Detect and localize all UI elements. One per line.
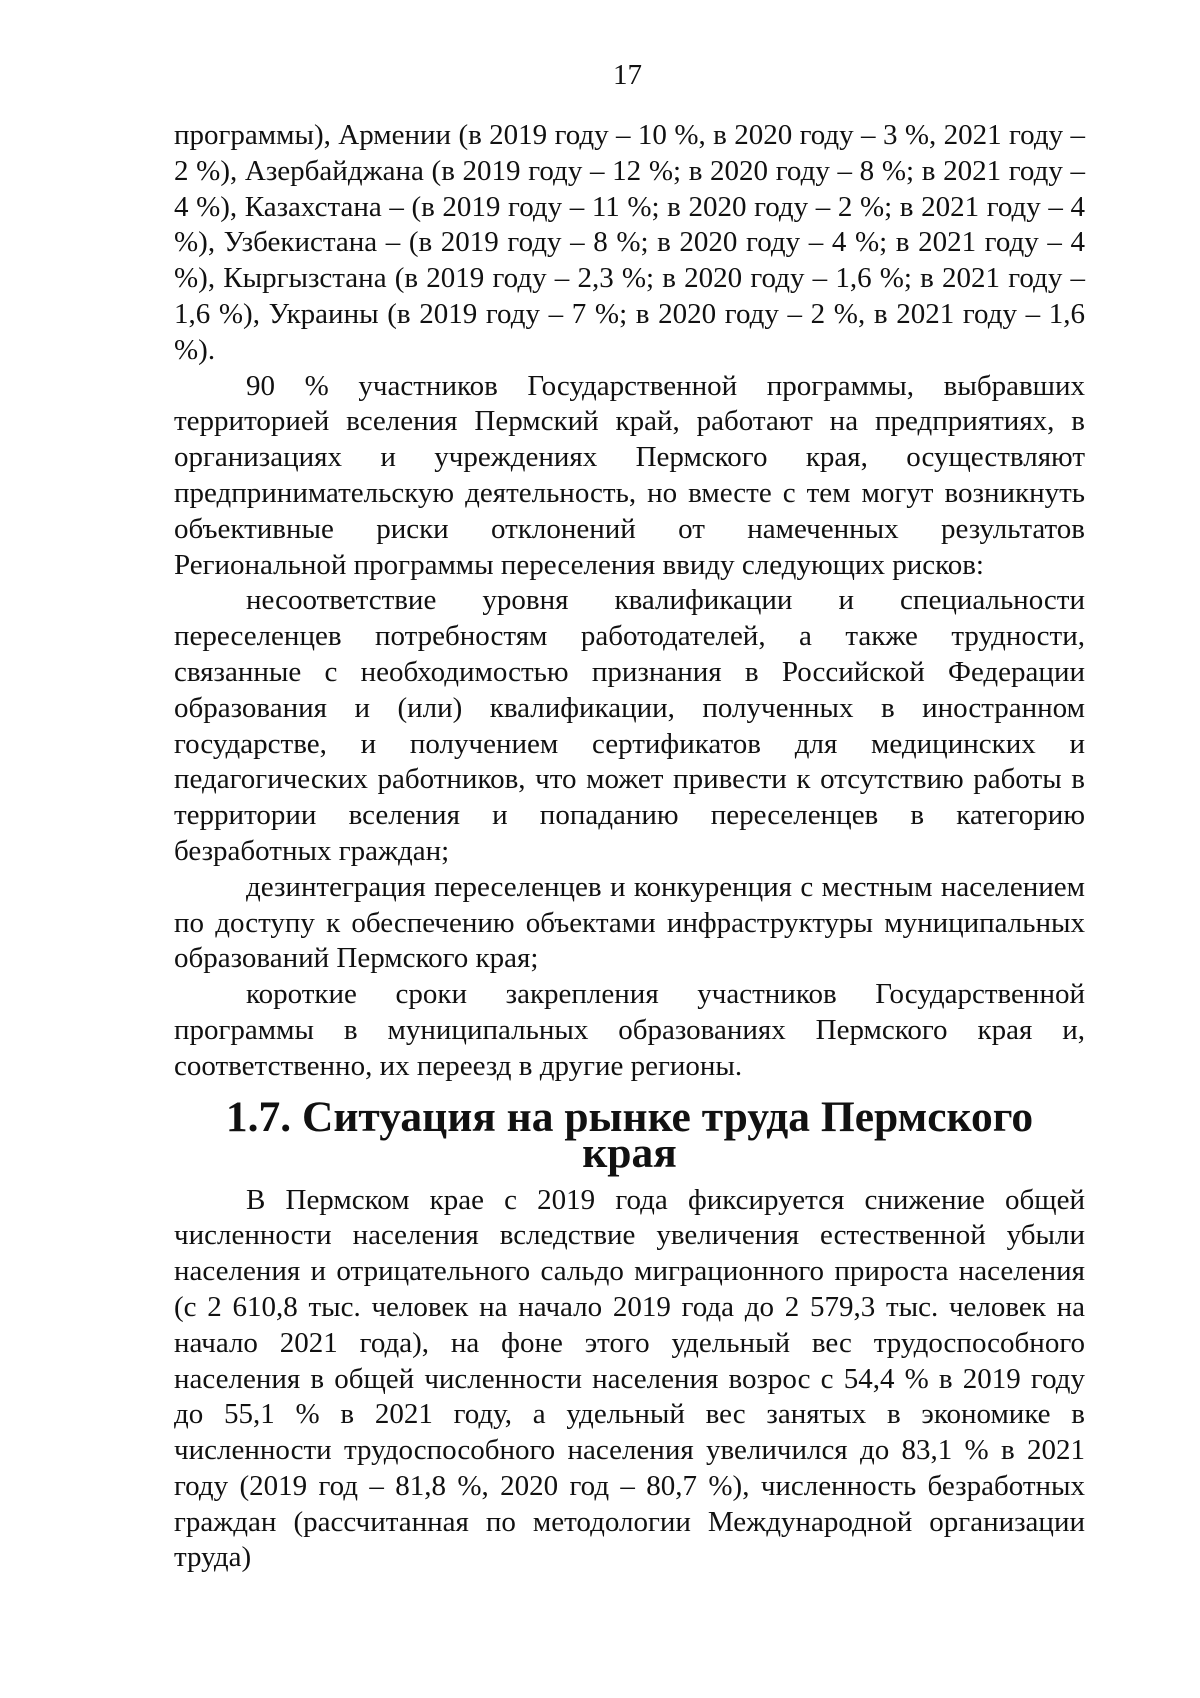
section-paragraph: В Пермском крае с 2019 года фиксируется снижение общей численности населения вследствие увеличения естественной убыли населения и отрицательного сальдо миграционного прироста населения (с 2 610,8 тыс. человек на начало 2019 года до 2 579,3 тыс. человек на начало 2021 года), на фоне этого удельный вес трудоспособного населения в общей численности населения возрос с 54,4 % в 2019 году до 55,1 % в 2021 году, а удельный вес занятых в экономике в численности трудоспособного населения увеличился до 83,1 % в 2021 году (2019 год – 81,8 %, 2020 год – 80,7 %), численность безработных граждан (рассчитанная по методологии Международной организации труда): [174, 1183, 1085, 1574]
document-body: [174, 118, 1085, 1576]
paragraph-participants: 90 % участников Государственной программы, выбравших территорией вселения Пермский край, работают на предприятиях, в организациях и учреждениях Пермского края, осуществляют предпринимательскую деятельность, но вместе с тем могут возникнуть объективные риски отклонений от намеченных результатов Региональной программы переселения ввиду следующих рисков:: [174, 369, 1085, 581]
section-heading: 1.7. Ситуация на рынке труда Пермского края: [225, 1092, 1034, 1177]
risk-item-short-terms: короткие сроки закрепления участников Государственной программы в муниципальных образованиях Пермского края и, соответственно, их переезд в другие регионы.: [174, 978, 1085, 1082]
risk-item-disintegration: дезинтеграция переселенцев и конкуренция с местным населением по доступу к обеспечению объектами инфраструктуры муниципальных образований Пермского края;: [174, 870, 1085, 975]
risk-item-qualification: несоответствие уровня квалификации и специальности переселенцев потребностям работодателей, а также трудности, связанные с необходимостью признания в Российской Федерации образования и (или) квалификации, полученных в иностранном государстве, и получением сертификатов для медицинских и педагогических работников, что может привести к отсутствию работы в территории вселения и попаданию переселенцев в категорию безработных граждан;: [174, 584, 1085, 867]
page-number: 17: [613, 59, 642, 91]
paragraph-continuation: программы), Армении (в 2019 году – 10 %, в 2020 году – 3 %, 2021 году – 2 %), Азербайджана (в 2019 году – 12 %; в 2020 году – 8 %; в 2021 году – 4 %), Казахстана – (в 2019 году – 11 %; в 2020 году – 2 %; в 2021 году – 4 %), Узбекистана – (в 2019 году – 8 %; в 2020 году – 4 %; в 2021 году – 4 %), Кыргызстана (в 2019 году – 2,3 %; в 2020 году – 1,6 %; в 2021 году – 1,6 %), Украины (в 2019 году – 7 %; в 2020 году – 2 %, в 2021 году – 1,6 %).: [174, 119, 1085, 366]
